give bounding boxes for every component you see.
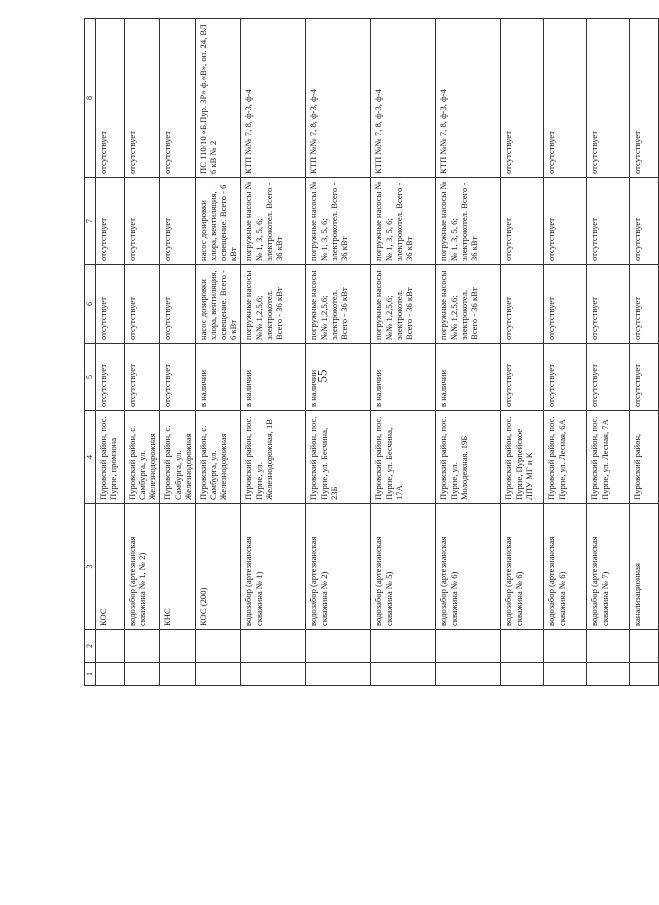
table-cell-c5: в наличии [306, 344, 371, 411]
table-cell-c6: отсутствует [630, 265, 659, 344]
page-number: 55 [314, 369, 330, 383]
table-cell-c1 [436, 663, 501, 686]
table-cell-c4: Пуровский район, [630, 411, 659, 504]
table-cell-c5: в наличии [371, 344, 436, 411]
col-header-5: 5 [85, 344, 96, 411]
table-cell-c7: погружные насосы №№ 1, 3, 5, 6; электрокотел. Всего - 36 кВт [306, 178, 371, 265]
table-cell-c5: отсутствует [630, 344, 659, 411]
table-cell-c8: отсутствует [587, 19, 630, 178]
table-cell-c3: КОС [96, 504, 125, 630]
table-cell-c2 [96, 630, 125, 663]
table-cell-c5: отсутствует [501, 344, 544, 411]
table-cell-c8: КТП №№ 7, 8, ф-3, ф-4 [436, 19, 501, 178]
table-cell-c1 [125, 663, 160, 686]
table-cell-c7: отсутствует [96, 178, 125, 265]
table-cell-c4: Пуровский район, пос. Пурпе, ул. Лесная, 6А [544, 411, 587, 504]
table-cell-c1 [160, 663, 195, 686]
table-cell-c7: отсутствует [544, 178, 587, 265]
table-cell-c6: отсутствует [587, 265, 630, 344]
table-cell-c3: КОС (200) [195, 504, 241, 630]
header-row [85, 19, 96, 686]
table-cell-c1 [241, 663, 306, 686]
table-cell-c1 [544, 663, 587, 686]
table-row [436, 19, 501, 686]
table-cell-c3: водозабор (артезианская скважина № 2) [306, 504, 371, 630]
table-cell-c4: Пуровский район, пос. Пурпе, Пурпейское ЛПУ МГ и К [501, 411, 544, 504]
col-header-3: 3 [85, 504, 96, 630]
col-header-8: 8 [85, 19, 96, 178]
table-cell-c5: в наличии [195, 344, 241, 411]
table-cell-c4: Пуровский район, пос. Пурпе, промзона [96, 411, 125, 504]
table-cell-c7: отсутствует [125, 178, 160, 265]
table-cell-c3: канализационная [630, 504, 659, 630]
table-cell-c3: водозабор (артезианская скважина № 5) [371, 504, 436, 630]
table-cell-c5: отсутствует [160, 344, 195, 411]
table-cell-c3: КНС [160, 504, 195, 630]
table-row [96, 19, 125, 686]
table-row [630, 19, 659, 686]
table-cell-c3: водозабор (артезианская скважина № 6) [501, 504, 544, 630]
table-row [371, 19, 436, 686]
table-cell-c6: отсутствует [96, 265, 125, 344]
table-cell-c2 [195, 630, 241, 663]
table-cell-c1 [630, 663, 659, 686]
table-cell-c4: Пуровский район, пос. Пурпе, ул. Бесчина, 17А [371, 411, 436, 504]
table-cell-c6: отсутствует [160, 265, 195, 344]
table-row [241, 19, 306, 686]
table-cell-c8: отсутствует [630, 19, 659, 178]
table-cell-c2 [436, 630, 501, 663]
table-cell-c3: водозабор (артезианская скважина № 6) [436, 504, 501, 630]
table-cell-c1 [96, 663, 125, 686]
table-cell-c7: отсутствует [587, 178, 630, 265]
table-cell-c8: КТП №№ 7, 8, ф-3, ф-4 [306, 19, 371, 178]
table-body [96, 19, 659, 686]
table-cell-c7: погружные насосы №№ 1, 3, 5, 6; электрокотел. Всего - 36 кВт [371, 178, 436, 265]
table-cell-c5: отсутствует [96, 344, 125, 411]
table-cell-c5: в наличии [241, 344, 306, 411]
table-cell-c5: отсутствует [544, 344, 587, 411]
table-cell-c6: насос дозировки хлора, вентиляция, освещение. Всего - 6 кВт [195, 265, 241, 344]
table-cell-c5: в наличии [436, 344, 501, 411]
table-cell-c2 [587, 630, 630, 663]
table-cell-c2 [241, 630, 306, 663]
table-cell-c3: водозабор (артезианская скважина № 6) [544, 504, 587, 630]
table-cell-c7: погружные насосы №№ 1, 3, 5, 6; электрокотел. Всего - 36 кВт [436, 178, 501, 265]
table-cell-c8: отсутствует [160, 19, 195, 178]
table-cell-c1 [195, 663, 241, 686]
table-cell-c6: погружные насосы №№ 1,2,5,6; электрокотел. Всего - 36 кВт [306, 265, 371, 344]
table-cell-c2 [630, 630, 659, 663]
table-cell-c6: погружные насосы №№ 1,2,5,6; электрокотел. Всего - 36 кВт [241, 265, 306, 344]
col-header-2: 2 [85, 630, 96, 663]
table-row [587, 19, 630, 686]
table-row [160, 19, 195, 686]
table-cell-c4: Пуровский район, пос. Пурпе, ул. Бесчина, 23Б [306, 411, 371, 504]
table-cell-c4: Пуровский район, с. Самбурга, ул. Железнодорожная [195, 411, 241, 504]
table-cell-c6: погружные насосы №№ 1,2,5,6; электрокотел. Всего - 36 кВт [436, 265, 501, 344]
table-row [501, 19, 544, 686]
table-cell-c8: отсутствует [544, 19, 587, 178]
table-cell-c7: отсутствует [501, 178, 544, 265]
table-cell-c7: погружные насосы №№ 1, 3, 5, 6; электрокотел. Всего - 36 кВт [241, 178, 306, 265]
table-cell-c7: отсутствует [630, 178, 659, 265]
table-cell-c8: отсутствует [96, 19, 125, 178]
col-header-7: 7 [85, 178, 96, 265]
col-header-1: 1 [85, 663, 96, 686]
table-cell-c1 [371, 663, 436, 686]
table-cell-c6: отсутствует [544, 265, 587, 344]
table-cell-c6: погружные насосы №№ 1,2,5,6; электрокотел. Всего - 36 кВт [371, 265, 436, 344]
table-cell-c2 [160, 630, 195, 663]
table-row [195, 19, 241, 686]
table-cell-c6: отсутствует [125, 265, 160, 344]
table-cell-c2 [544, 630, 587, 663]
table-cell-c4: Пуровский район, с. Самбурга, ул. Железнодорожная [160, 411, 195, 504]
table-cell-c4: Пуровский район, пос. Пурпе, ул. Молодежная, 19Б [436, 411, 501, 504]
table-cell-c6: отсутствует [501, 265, 544, 344]
table-row [125, 19, 160, 686]
table-cell-c5: отсутствует [587, 344, 630, 411]
table-cell-c4: Пуровский район, пос. Пурпе, ул. Лесная, 7А [587, 411, 630, 504]
table-cell-c2 [306, 630, 371, 663]
col-header-4: 4 [85, 411, 96, 504]
table-row [306, 19, 371, 686]
table-cell-c7: насос дозировки хлора, вентиляция, освещение. Всего - 6 кВт [195, 178, 241, 265]
table-cell-c8: КТП №№ 7, 8, ф-3, ф-4 [241, 19, 306, 178]
table-cell-c2 [501, 630, 544, 663]
document-table [84, 24, 643, 686]
table-cell-c4: Пуровский район, пос. Пурпе, ул. Железнодорожная, 1В [241, 411, 306, 504]
table-cell-c1 [501, 663, 544, 686]
table-cell-c5: отсутствует [125, 344, 160, 411]
table-cell-c3: водозабор (артезианская скважина № 1, № 2) [125, 504, 160, 630]
table-cell-c1 [587, 663, 630, 686]
table-cell-c7: отсутствует [160, 178, 195, 265]
table-cell-c8: КТП №№ 7, 8, ф-3, ф-4 [371, 19, 436, 178]
table-cell-c8: отсутствует [501, 19, 544, 178]
table-cell-c8: отсутствует [125, 19, 160, 178]
table-cell-c8: ПС 110/10 «Б.Пур. 3Р» ф.«В», оп. 24, ВЛ 6 кВ № 2 [195, 19, 241, 178]
table-cell-c3: водозабор (артезианская скважина № 7) [587, 504, 630, 630]
table-cell-c4: Пуровский район, с. Самбурга, ул. Железнодорожная [125, 411, 160, 504]
table-cell-c2 [125, 630, 160, 663]
facilities-table [84, 18, 659, 686]
table-cell-c3: водозабор (артезианская скважина № 1) [241, 504, 306, 630]
table-cell-c1 [306, 663, 371, 686]
col-header-6: 6 [85, 265, 96, 344]
table-row [544, 19, 587, 686]
table-cell-c2 [371, 630, 436, 663]
